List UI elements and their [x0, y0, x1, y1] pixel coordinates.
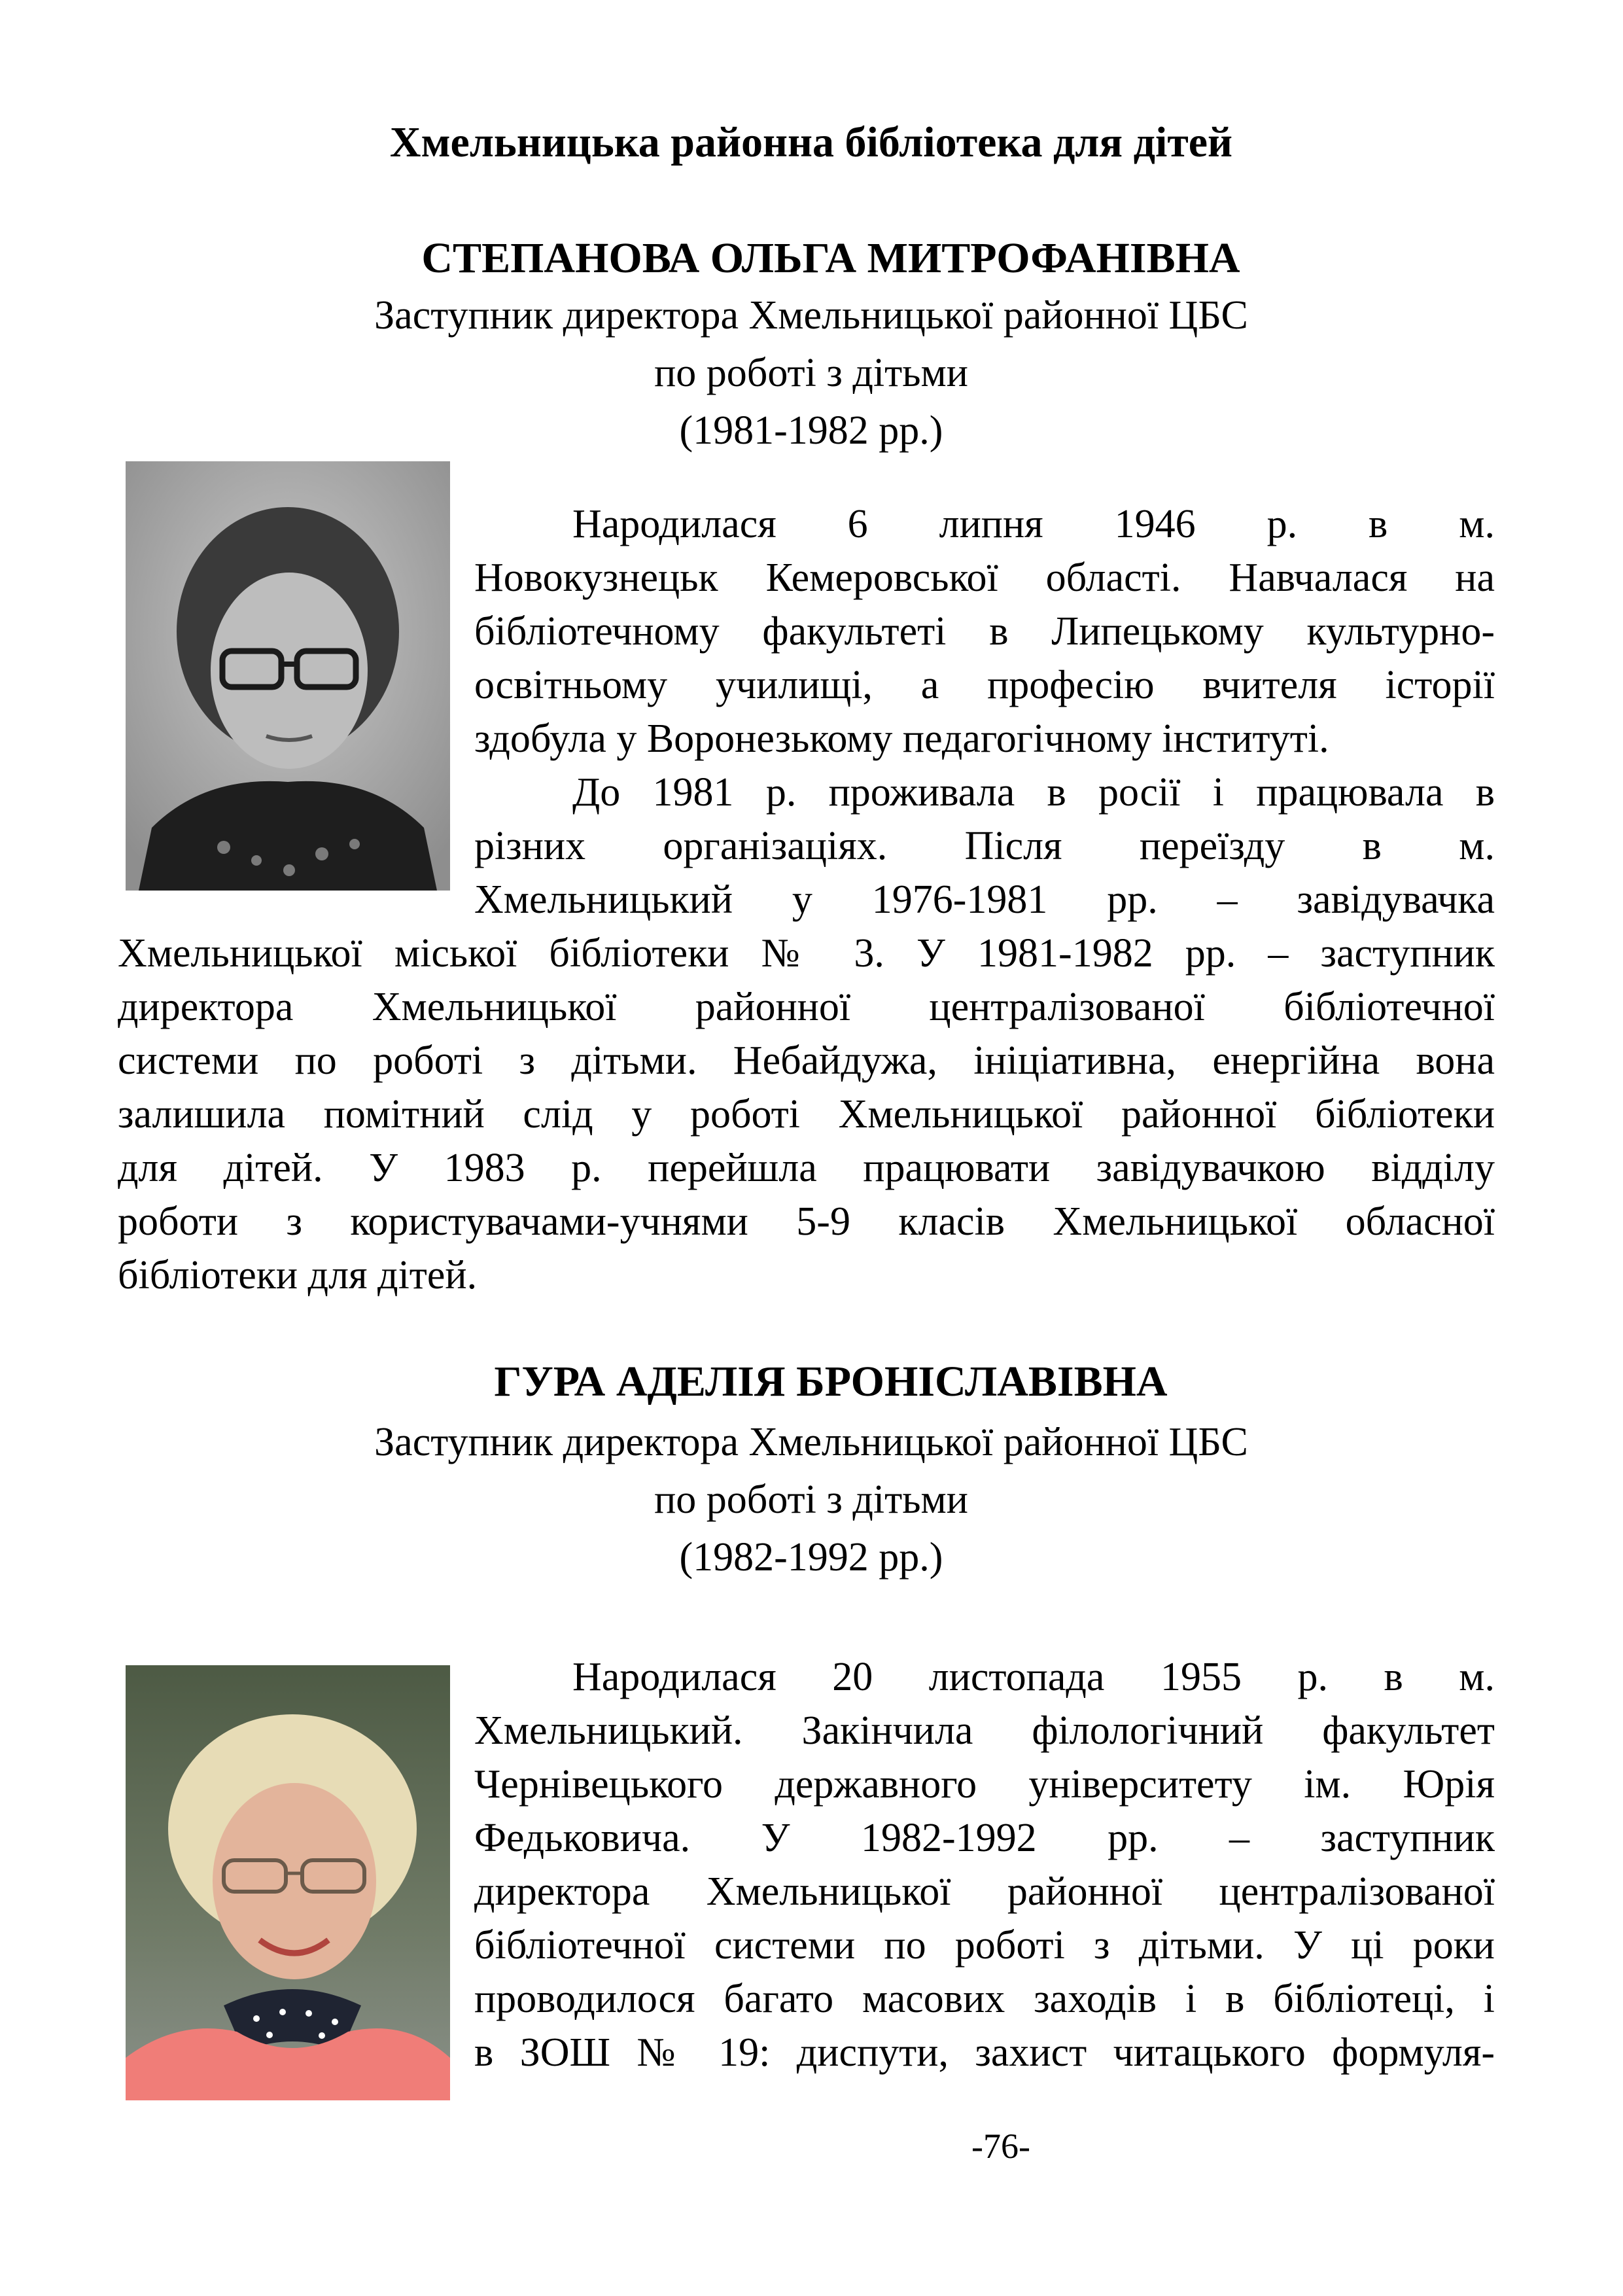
person1-role-line2: по роботі з дітьми	[654, 351, 968, 395]
bio-line: Народилася 6 липня 1946 р. в м.	[572, 502, 1495, 546]
bio-line: бібліотеки для дітей.	[118, 1253, 478, 1298]
page-number: -76-	[971, 2127, 1030, 2166]
person1-name: СТЕПАНОВА ОЛЬГА МИТРОФАНІВНА	[421, 234, 1240, 282]
person1-years: (1981-1982 рр.)	[679, 408, 943, 453]
bio-line: в ЗОШ № 19: диспути, захист читацького формуля-	[474, 2030, 1495, 2075]
bio-line: Хмельницький. Закінчила філологічний факультет	[474, 1708, 1495, 1753]
bio-line: залишила помітний слід у роботі Хмельницької районної бібліотеки	[118, 1092, 1495, 1137]
bio-line: Хмельницької міської бібліотеки № 3. У 1981-1982 рр. – заступник	[118, 931, 1495, 976]
bio-line: освітньому училищі, а професію вчителя історії	[474, 663, 1495, 707]
person2-bio	[474, 1650, 1495, 2079]
bio-line: директора Хмельницької районної централізованої бібліотечної	[118, 985, 1495, 1029]
bio-line: Федьковича. У 1982-1992 рр. – заступник	[474, 1816, 1495, 1860]
person1-photo	[126, 461, 450, 891]
person1-bio-bottom	[118, 927, 1495, 1302]
person1-bio-top	[474, 497, 1495, 927]
bio-line: Чернівецького державного університету ім. Юрія	[474, 1762, 1495, 1807]
bio-line: До 1981 р. проживала в росії і працювала в	[572, 770, 1495, 815]
bio-line: для дітей. У 1983 р. перейшла працювати завідувачкою відділу	[118, 1146, 1495, 1190]
person2-role-line2: по роботі з дітьми	[654, 1477, 968, 1522]
bio-line: здобула у Воронезькому педагогічному інституті.	[474, 716, 1329, 761]
person2-name: ГУРА АДЕЛІЯ БРОНІСЛАВІВНА	[494, 1358, 1168, 1405]
bio-line: Новокузнецьк Кемеровської області. Навчалася на	[474, 556, 1495, 600]
bio-line: системи по роботі з дітьми. Небайдужа, ініціативна, енергійна вона	[118, 1038, 1495, 1083]
person1-role-line1: Заступник директора Хмельницької районної ЦБС	[374, 293, 1248, 338]
bio-line: проводилося багато масових заходів і в бібліотеці, і	[474, 1977, 1495, 2021]
bio-line: різних організаціях. Після переїзду в м.	[474, 824, 1495, 868]
page-title: Хмельницька районна бібліотека для дітей	[389, 118, 1233, 166]
person2-photo	[126, 1665, 450, 2100]
bio-line: Народилася 20 листопада 1955 р. в м.	[572, 1655, 1495, 1699]
person2-years: (1982-1992 рр.)	[679, 1535, 943, 1580]
bio-line: бібліотечному факультеті в Липецькому культурно-	[474, 609, 1495, 654]
bio-line: Хмельницький у 1976-1981 рр. – завідувачка	[474, 877, 1495, 922]
bio-line: роботи з користувачами-учнями 5-9 класів Хмельницької обласної	[118, 1199, 1495, 1244]
bio-line: директора Хмельницької районної централізованої	[474, 1869, 1495, 1914]
person2-role-line1: Заступник директора Хмельницької районної ЦБС	[374, 1420, 1248, 1464]
bio-line: бібліотечної системи по роботі з дітьми. У ці роки	[474, 1923, 1495, 1968]
